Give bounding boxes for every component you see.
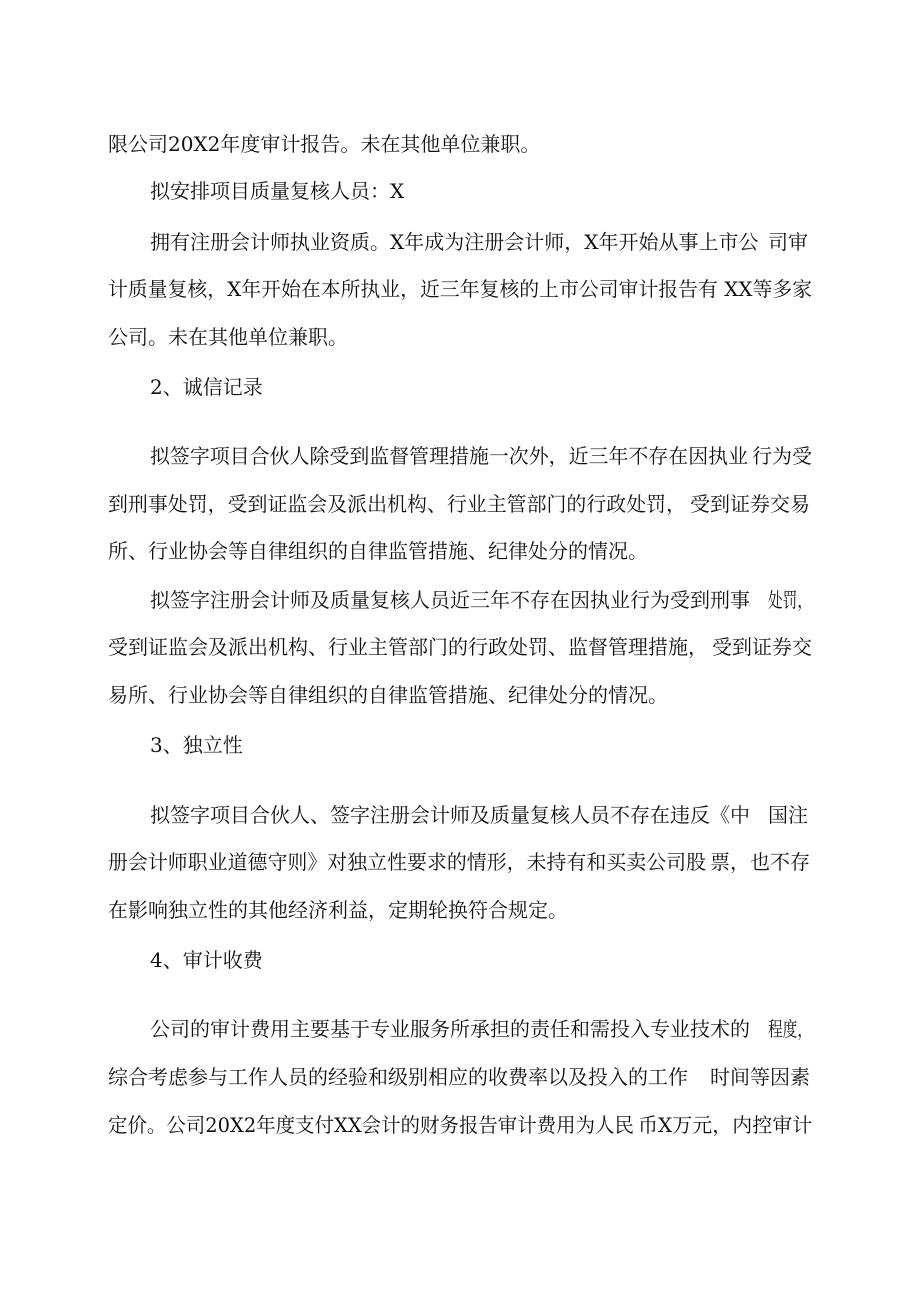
- text-segment: 3、独立性: [150, 733, 243, 757]
- body-text-line: [0, 269, 920, 309]
- text-segment: 到刑事处罚，受到证监会及派出机构、行业主管部门的行政处罚，: [108, 492, 687, 516]
- body-text-line: [0, 436, 920, 476]
- text-segment: 国注: [768, 803, 808, 827]
- text-segment: 拟签字项目合伙人除受到监督管理措施一次外，近三年不存在因执业: [150, 444, 749, 468]
- body-text-line: [0, 1009, 920, 1049]
- body-text-line: [0, 627, 920, 667]
- text-segment: 公司。未在其他单位兼职。: [108, 325, 348, 349]
- text-segment: 受到证券交: [712, 635, 812, 659]
- text-segment: 行为受: [752, 444, 812, 468]
- text-segment: 币X万元，内控审计: [638, 1113, 813, 1137]
- body-text-line: [0, 531, 920, 571]
- text-segment: 公司的审计费用主要基于专业服务所承担的责任和需投入专业技术的: [150, 1017, 750, 1041]
- text-segment: 拟签字项目合伙人、签字注册会计师及质量复核人员不存在违反《中: [150, 803, 750, 827]
- text-segment: 册会计师职业道德守则》对独立性要求的情形，未持有和买卖公司股: [108, 850, 707, 874]
- body-text-line: [0, 890, 920, 930]
- text-segment: 受到证监会及派出机构、行业主管部门的行政处罚、监督管理措施，: [108, 635, 708, 659]
- text-segment: 4、审计收费: [150, 948, 263, 972]
- body-text-line: [0, 124, 920, 164]
- text-segment: 综合考虑参与工作人员的经验和级别相应的收费率以及投入的工作: [108, 1065, 688, 1089]
- body-text-line: [0, 317, 920, 357]
- section-heading: [0, 367, 920, 407]
- reviewer-heading-line: [0, 171, 920, 211]
- text-segment: 时间等因素: [710, 1065, 810, 1089]
- text-segment: 限公司20X2年度审计报告。未在其他单位兼职。: [108, 132, 541, 156]
- text-segment: 在影响独立性的其他经济利益，定期轮换符合规定。: [108, 898, 568, 922]
- section-heading: [0, 725, 920, 765]
- body-text-line: [0, 1057, 920, 1097]
- text-segment: 票，也不存: [710, 850, 810, 874]
- body-text-line: [0, 1105, 920, 1145]
- text-segment: 定价。公司20X2年度支付XX会计的财务报告审计费用为人民: [108, 1113, 634, 1137]
- body-text-line: [0, 675, 920, 715]
- body-text-line: [0, 842, 920, 882]
- text-segment: 2、诚信记录: [150, 375, 263, 399]
- section-heading: [0, 940, 920, 980]
- body-text-line: [0, 484, 920, 524]
- text-segment: 司审: [768, 230, 808, 254]
- text-segment: 拥有注册会计师执业资质。X年成为注册会计师，X年开始从事上市公: [150, 230, 759, 254]
- body-text-line: [0, 222, 920, 262]
- text-segment: 所、行业协会等自律组织的自律监管措施、纪律处分的情况。: [108, 539, 648, 563]
- text-segment: 易所、行业协会等自律组织的自律监管措施、纪律处分的情况。: [108, 683, 668, 707]
- text-segment: 处罚，: [768, 588, 812, 612]
- text-segment: 拟安排项目质量复核人员：X: [150, 179, 405, 203]
- text-segment: 程度，: [768, 1017, 812, 1041]
- text-segment: 计质量复核，X年开始在本所执业，近三年复核的上市公司审计报告有 XX等多家: [108, 277, 813, 301]
- text-segment: 拟签字注册会计师及质量复核人员近三年不存在因执业行为受到刑事: [150, 588, 750, 612]
- text-segment: 受到证券交易: [690, 492, 810, 516]
- body-text-line: [0, 580, 920, 620]
- body-text-line: [0, 795, 920, 835]
